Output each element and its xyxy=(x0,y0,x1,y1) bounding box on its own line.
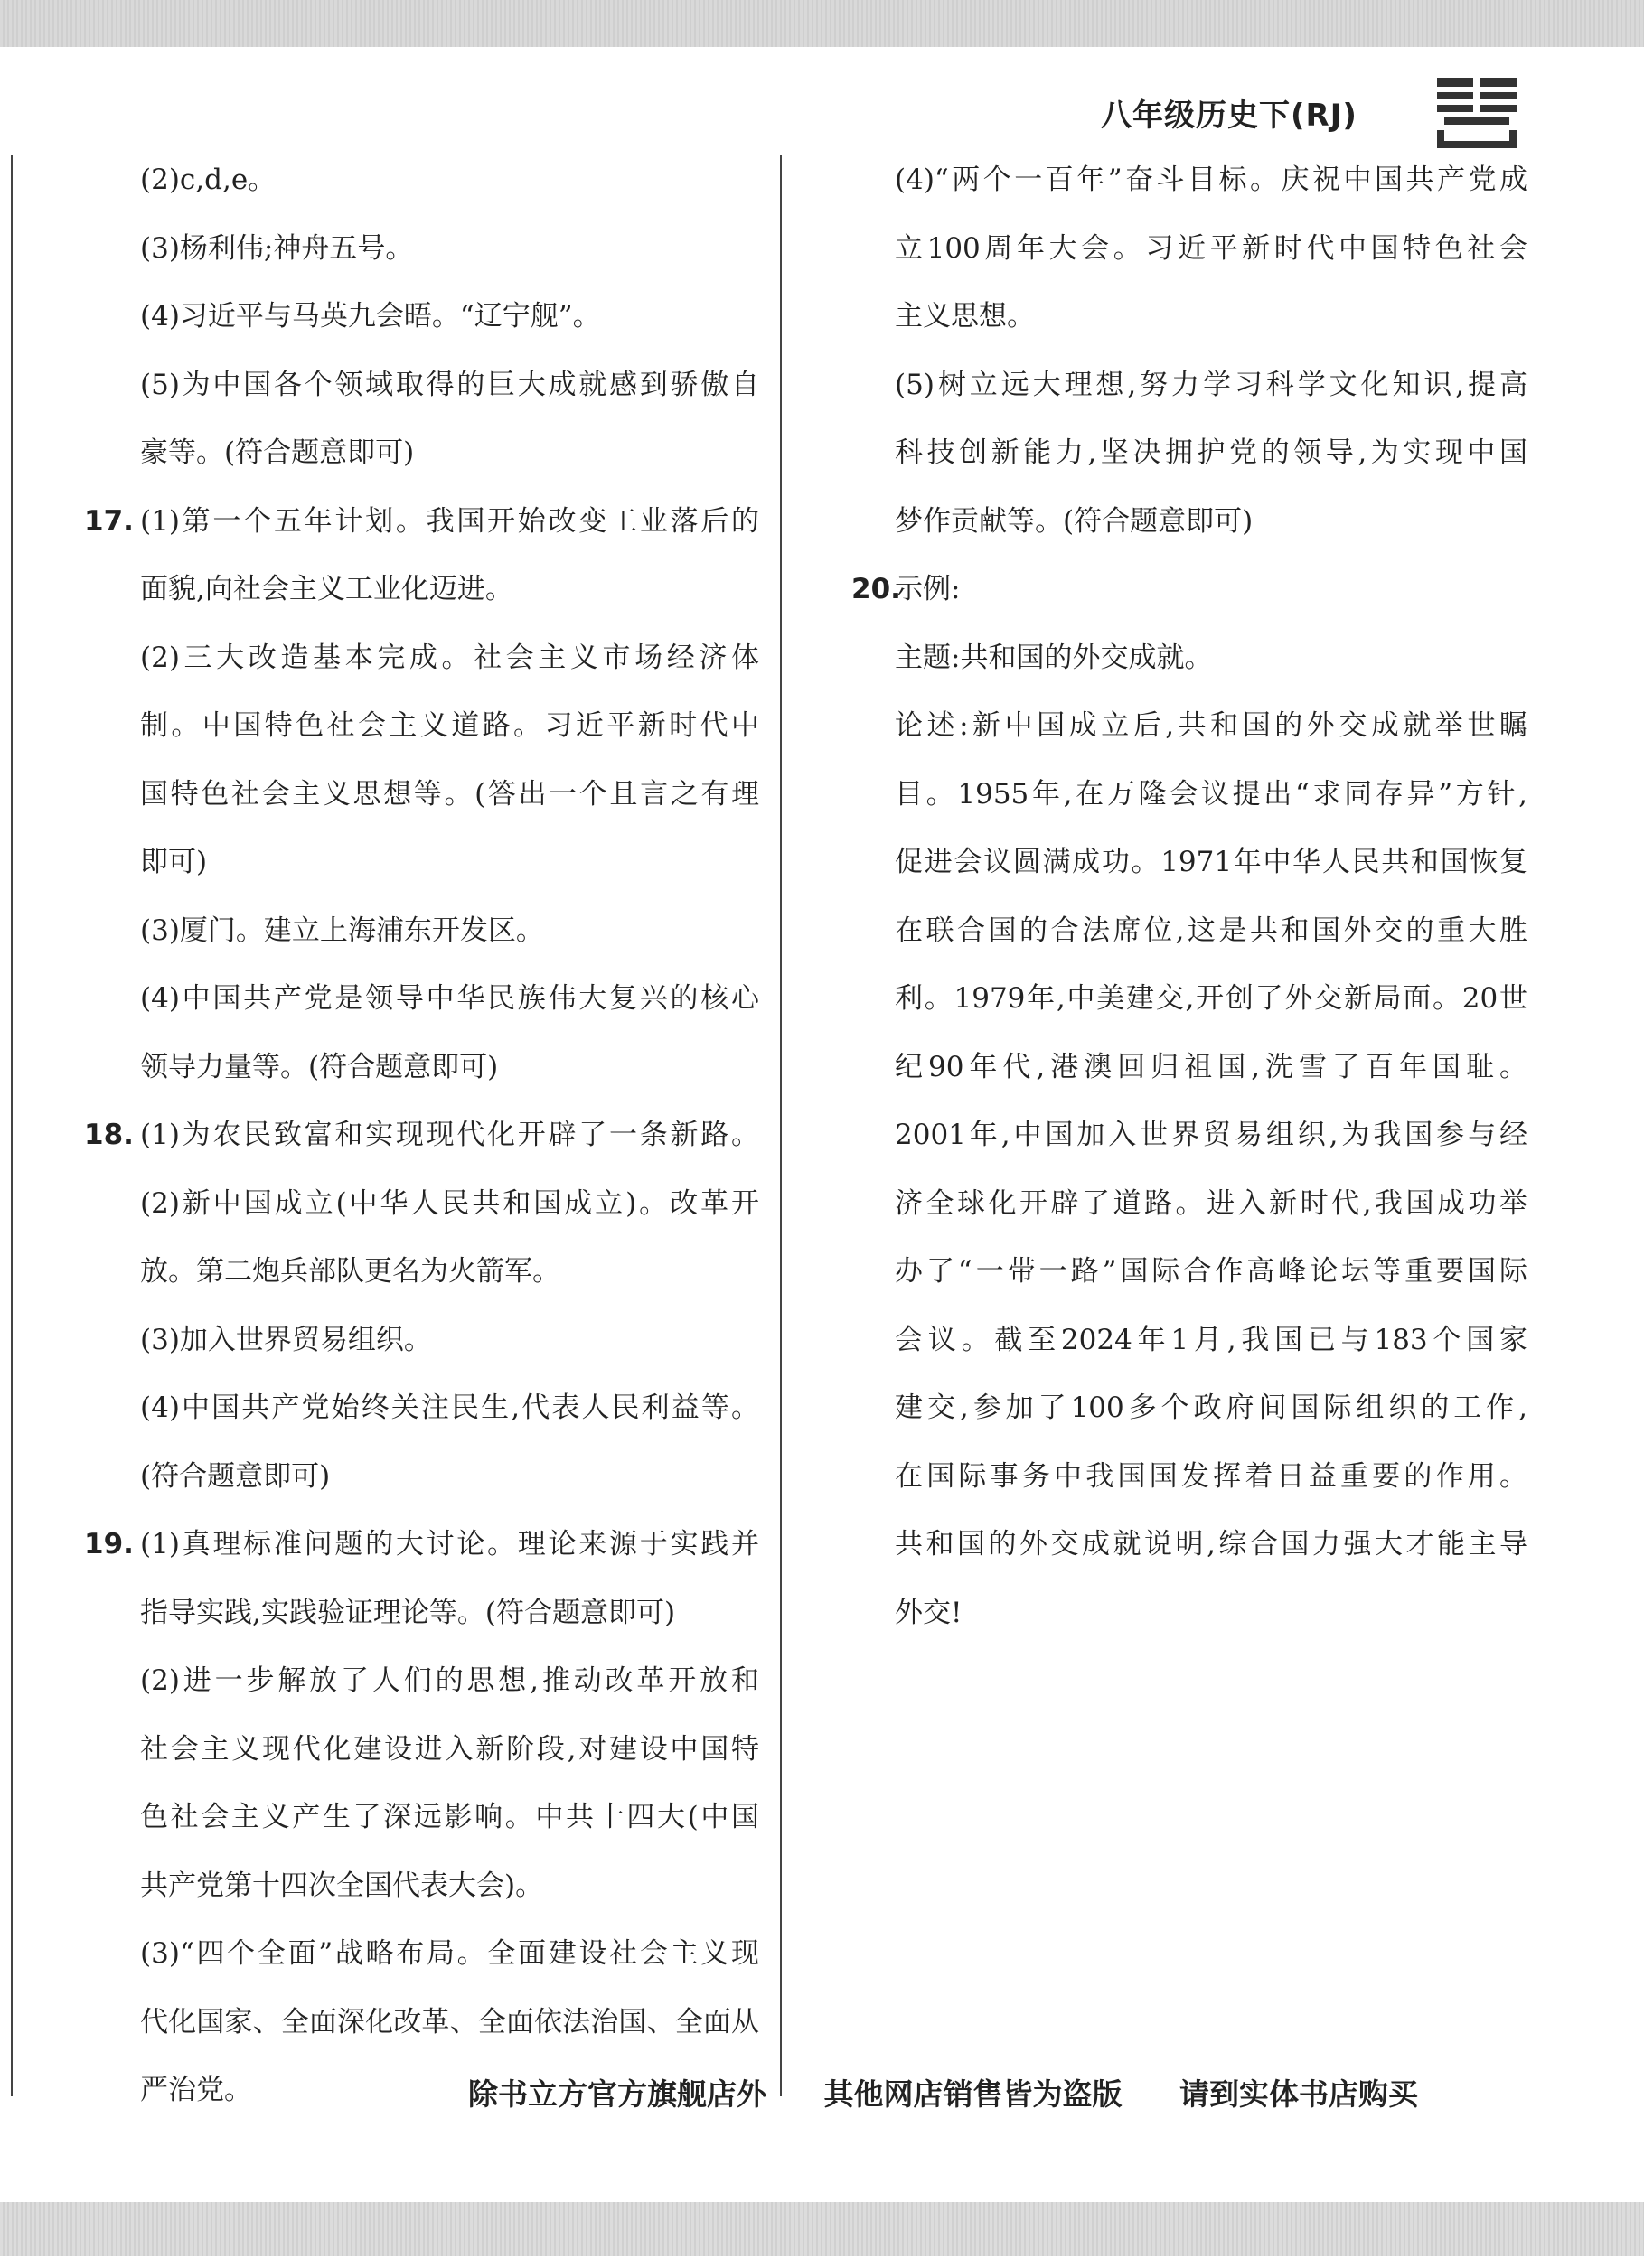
question-19 xyxy=(86,1511,759,2125)
answer-line: (5)树立远大理想,努力学习科学文化知识,提高 xyxy=(895,368,1527,401)
answer-line: (4)中国共产党始终关注民生,代表人民利益等。 xyxy=(140,1392,759,1424)
answer-line: 济全球化开辟了道路。进入新时代,我国成功举 xyxy=(895,1186,1527,1220)
answer-line: (5)为中国各个领域取得的巨大成就感到骄傲自 xyxy=(140,368,759,401)
answer-line: 促进会议圆满成功。1971年中华人民共和国恢复 xyxy=(895,846,1527,878)
answer-line: 严治党。 xyxy=(140,2074,252,2106)
answer-line: 主义思想。 xyxy=(895,300,1035,333)
answer-line: (3)“四个全面”战略布局。全面建设社会主义现 xyxy=(140,1937,759,1970)
answer-line: 主题:共和国的外交成就。 xyxy=(895,641,1213,674)
question-18 xyxy=(86,1101,759,1511)
answer-line: 社会主义现代化建设进入新阶段,对建设中国特 xyxy=(140,1732,759,1766)
answer-line: 论述:新中国成立后,共和国的外交成就举世瞩 xyxy=(895,709,1527,742)
answer-line: (3)厦门。建立上海浦东开发区。 xyxy=(140,914,544,947)
answer-line: 目。1955年,在万隆会议提出“求同存异”方针, xyxy=(895,777,1527,811)
answer-line: (1)为农民致富和实现现代化开辟了一条新路。 xyxy=(140,1119,759,1151)
answer-line: 利。1979年,中美建交,开创了外交新局面。20世 xyxy=(895,982,1527,1015)
answer-line: 代化国家、全面深化改革、全面依法治国、全面从 xyxy=(140,2005,759,2038)
question-number: 19. xyxy=(84,1528,134,1560)
answer-line: 科技创新能力,坚决拥护党的领导,为实现中国 xyxy=(895,436,1527,469)
left-margin-rule xyxy=(11,155,13,2096)
left-column xyxy=(86,146,759,2125)
bottom-scan-band xyxy=(0,2202,1644,2256)
answer-line: 办了“一带一路”国际合作高峰论坛等重要国际 xyxy=(895,1255,1527,1288)
notice-part-1: 除书立方官方旗舰店外 xyxy=(468,2076,766,2112)
answer-line: (2)新中国成立(中华人民共和国成立)。改革开 xyxy=(140,1186,759,1220)
answer-line: 立100周年大会。习近平新时代中国特色社会 xyxy=(895,231,1527,265)
answer-line: (3)加入世界贸易组织。 xyxy=(140,1323,432,1356)
answer-line: 示例: xyxy=(895,573,961,605)
answer-line: 国特色社会主义思想等。(答出一个且言之有理 xyxy=(140,777,759,811)
notice-part-2: 其他网店销售皆为盗版 xyxy=(823,2076,1123,2112)
answer-line: (符合题意即可) xyxy=(140,1459,331,1493)
question-number: 17. xyxy=(84,504,134,538)
answer-line: (4)中国共产党是领导中华民族伟大复兴的核心 xyxy=(140,982,759,1015)
answer-line: (2)进一步解放了人们的思想,推动改革开放和 xyxy=(140,1664,759,1697)
answer-line: 豪等。(符合题意即可) xyxy=(140,436,415,469)
answer-line: (3)杨利伟;神舟五号。 xyxy=(140,231,414,265)
answer-line: 共和国的外交成就说明,综合国力强大才能主导 xyxy=(895,1528,1527,1560)
anti-piracy-notice xyxy=(468,2071,1508,2116)
page-header-title: 八年级历史下(RJ) xyxy=(1101,98,1357,134)
question-19-continued xyxy=(895,146,1527,556)
question-number: 18. xyxy=(84,1119,134,1151)
answer-line: 建交,参加了100多个政府间国际组织的工作, xyxy=(895,1392,1527,1424)
answer-line: (1)真理标准问题的大讨论。理论来源于实践并 xyxy=(140,1528,759,1560)
answer-line: 在联合国的合法席位,这是共和国外交的重大胜 xyxy=(895,914,1527,947)
answer-line: (2)三大改造基本完成。社会主义市场经济体 xyxy=(140,641,759,674)
answer-line: (1)第一个五年计划。我国开始改变工业落后的 xyxy=(140,504,759,538)
answer-line: 面貌,向社会主义工业化迈进。 xyxy=(140,573,513,605)
answer-line: 共产党第十四次全国代表大会)。 xyxy=(140,1869,544,1902)
answer-line: 梦作贡献等。(符合题意即可) xyxy=(895,504,1254,538)
answer-line: 指导实践,实践验证理论等。(符合题意即可) xyxy=(140,1596,676,1629)
answer-line: 2001年,中国加入世界贸易组织,为我国参与经 xyxy=(895,1119,1527,1151)
question-number: 20. xyxy=(851,573,901,605)
question-17 xyxy=(86,488,759,1102)
answer-line: 制。中国特色社会主义道路。习近平新时代中 xyxy=(140,709,759,742)
top-scan-band xyxy=(0,0,1644,47)
answer-line: 纪90年代,港澳回归祖国,洗雪了百年国耻。 xyxy=(895,1050,1527,1083)
answer-line: 在国际事务中我国国发挥着日益重要的作用。 xyxy=(895,1459,1527,1493)
answer-line: 放。第二炮兵部队更名为火箭军。 xyxy=(140,1255,560,1288)
question-20 xyxy=(851,556,1527,1647)
answer-line: (2)c,d,e。 xyxy=(140,164,277,196)
question-16-continued xyxy=(86,146,759,488)
column-divider xyxy=(780,155,782,2096)
answer-line: 即可) xyxy=(140,846,208,878)
answer-line: 会议。截至2024年1月,我国已与183个国家 xyxy=(895,1323,1527,1356)
right-column xyxy=(851,146,1527,1647)
answer-line: (4)习近平与马英九会晤。“辽宁舰”。 xyxy=(140,300,601,333)
answer-line: 领导力量等。(符合题意即可) xyxy=(140,1050,499,1083)
book-cube-logo-icon xyxy=(1435,76,1518,150)
answer-line: 外交! xyxy=(895,1596,963,1629)
answer-line: 色社会主义产生了深远影响。中共十四大(中国 xyxy=(140,1801,759,1833)
notice-part-3: 请到实体书店购买 xyxy=(1179,2076,1418,2112)
answer-line: (4)“两个一百年”奋斗目标。庆祝中国共产党成 xyxy=(895,164,1527,196)
